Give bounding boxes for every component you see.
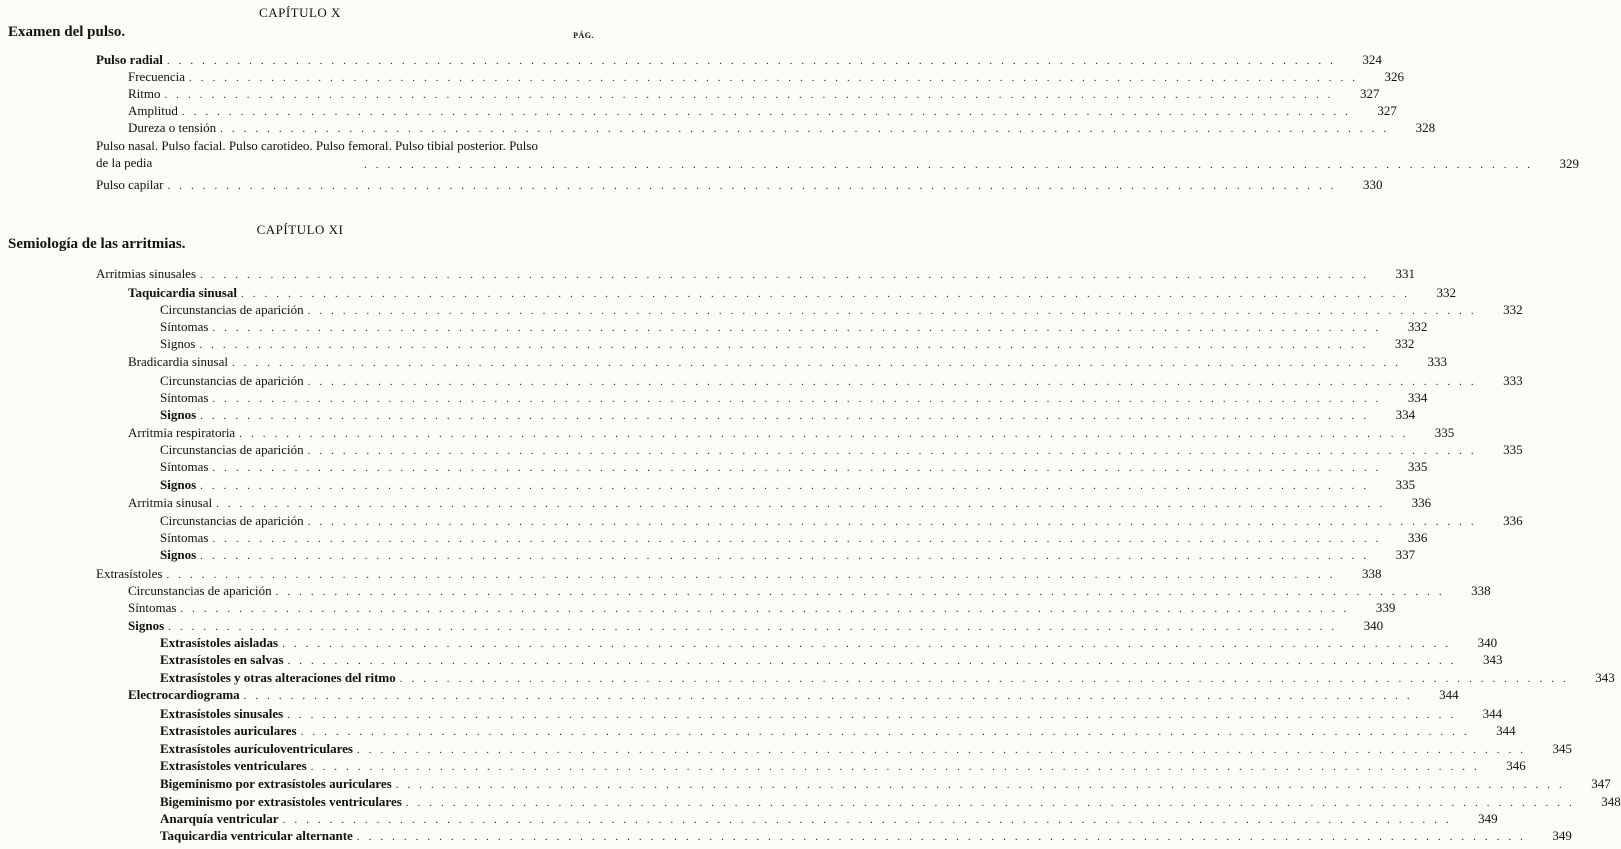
entry-page: 339 <box>1375 600 1396 615</box>
leader-dots: .................................................................................................... <box>282 814 1458 826</box>
leader-dots: .................................................................................................... <box>356 831 1532 843</box>
entry-label: Extrasístoles en salvas <box>160 652 284 667</box>
entry-page: 327 <box>1377 103 1397 118</box>
toc-entry <box>128 119 1436 136</box>
entry-label: Ritmo <box>128 86 161 101</box>
entry-page: 346 <box>1506 758 1526 773</box>
leader-dots: .................................................................................................... <box>356 744 1532 756</box>
toc-entry <box>128 68 1405 85</box>
toc-entry <box>160 389 1428 406</box>
entry-label: Extrasístoles aurículoventriculares <box>160 741 353 756</box>
toc-entry <box>160 512 1523 529</box>
entry-page: 338 <box>1471 583 1491 598</box>
leader-dots: .................................................................................................... <box>200 410 1376 422</box>
toc-entry-continuation <box>360 155 1579 172</box>
toc-entry <box>128 599 1396 616</box>
toc-entry <box>128 582 1491 599</box>
entry-page: 335 <box>1407 459 1428 474</box>
entry-label: Extrasístoles ventriculares <box>160 758 307 773</box>
entry-label: Taquicardia sinusal <box>128 285 237 300</box>
entry-label: Extrasístoles auriculares <box>160 723 297 738</box>
entry-page: 343 <box>1483 652 1503 667</box>
entry-page: 340 <box>1477 635 1498 650</box>
leader-dots: .................................................................................................... <box>307 305 1483 317</box>
toc-entry <box>160 740 1572 757</box>
section-title: Semiología de las arritmias. <box>8 236 186 252</box>
toc-entry <box>160 372 1523 389</box>
toc-entry <box>160 775 1611 792</box>
entry-label: Síntomas <box>128 600 177 615</box>
entry-page: 334 <box>1395 407 1416 422</box>
entry-page: 333 <box>1503 373 1523 388</box>
entry-page: 335 <box>1434 425 1455 440</box>
entry-page: 332 <box>1503 302 1523 317</box>
leader-dots: .................................................................................................... <box>307 445 1483 457</box>
entry-label: Circunstancias de aparición <box>160 513 304 528</box>
toc-entry <box>128 284 1456 301</box>
entry-label: Electrocardiograma <box>128 687 240 702</box>
entry-label: Síntomas <box>160 319 209 334</box>
entry-label: Arritmias sinusales <box>96 266 197 281</box>
entry-page: 337 <box>1395 547 1416 562</box>
entry-page: 327 <box>1360 86 1380 101</box>
leader-dots: .................................................................................................... <box>189 72 1365 84</box>
entry-page: 338 <box>1361 566 1382 581</box>
leader-dots: .................................................................................................... <box>239 428 1415 440</box>
toc-entry <box>160 476 1416 493</box>
toc-entry <box>128 686 1459 703</box>
leader-dots: .................................................................................................... <box>310 761 1486 773</box>
leader-dots: .................................................................................................... <box>199 339 1375 351</box>
entry-label: Circunstancias de aparición <box>160 302 304 317</box>
leader-dots: .................................................................................................... <box>212 322 1388 334</box>
toc-entry <box>160 546 1416 563</box>
toc-entry <box>160 810 1498 827</box>
toc-entry <box>160 669 1615 686</box>
leader-dots: .................................................................................................... <box>307 516 1483 528</box>
toc-entry <box>128 424 1455 441</box>
toc-entry <box>160 318 1428 335</box>
leader-dots: .................................................................................................... <box>164 89 1340 101</box>
leader-dots: .................................................................................................... <box>166 569 1342 581</box>
chapter-heading: CAPÍTULO X <box>259 5 341 20</box>
leader-dots: .................................................................................................... <box>216 498 1392 510</box>
entry-page: 345 <box>1552 741 1572 756</box>
leader-dots: .................................................................................................... <box>240 288 1416 300</box>
entry-label: Circunstancias de aparición <box>128 583 272 598</box>
toc-entry <box>160 827 1572 844</box>
leader-dots: .................................................................................................... <box>232 357 1407 369</box>
entry-label: Amplitud <box>128 103 178 118</box>
entry-page: 334 <box>1407 390 1428 405</box>
leader-dots: .................................................................................................... <box>287 655 1463 667</box>
entry-label: Bigeminismo por extrasístoles auriculares <box>160 776 392 791</box>
leader-dots: .................................................................................................... <box>405 797 1581 809</box>
entry-page: 349 <box>1552 828 1572 843</box>
entry-label: Signos <box>160 477 197 492</box>
entry-label: Arritmia sinusal <box>128 495 213 510</box>
entry-page: 332 <box>1394 336 1415 351</box>
leader-dots: .................................................................................................... <box>212 533 1388 545</box>
entry-page: 340 <box>1363 618 1384 633</box>
toc-entry <box>128 617 1384 634</box>
entry-page: 344 <box>1439 687 1459 702</box>
entry-page: 344 <box>1482 706 1503 721</box>
entry-label: Arritmia respiratoria <box>128 425 236 440</box>
toc-entry <box>160 301 1523 318</box>
entry-page: 347 <box>1591 776 1611 791</box>
leader-dots: .................................................................................................... <box>399 673 1575 685</box>
entry-page: 349 <box>1478 811 1498 826</box>
toc-entry <box>160 722 1516 739</box>
toc-entry <box>160 458 1428 475</box>
toc-entry <box>128 353 1447 370</box>
entry-page: 332 <box>1407 319 1428 334</box>
leader-dots: .................................................................................................... <box>243 690 1419 702</box>
leader-dots: .................................................................................................... <box>282 638 1458 650</box>
chapter-heading: CAPÍTULO XI <box>256 222 344 237</box>
entry-label: Signos <box>160 336 196 351</box>
toc-entry <box>160 335 1415 352</box>
toc-entry <box>128 494 1432 511</box>
entry-label: Extrasístoles <box>96 566 163 581</box>
toc-entry <box>128 85 1380 102</box>
leader-dots: .................................................................................................... <box>287 709 1463 721</box>
leader-dots: .................................................................................................... <box>200 480 1376 492</box>
entry-label: Signos <box>160 547 197 562</box>
toc-entry <box>160 529 1428 546</box>
entry-label: Síntomas <box>160 530 209 545</box>
entry-label: Síntomas <box>160 390 209 405</box>
entry-page: 332 <box>1436 285 1456 300</box>
entry-label: Pulso radial <box>96 52 163 67</box>
leader-dots: .................................................................................................... <box>307 376 1483 388</box>
entry-page: 329 <box>1559 156 1579 171</box>
leader-dots: .................................................................................................... <box>200 269 1376 281</box>
entry-page: 328 <box>1415 120 1436 135</box>
entry-page: 344 <box>1496 723 1516 738</box>
leader-dots: .................................................................................................... <box>168 621 1344 633</box>
entry-label: Frecuencia <box>128 69 186 84</box>
toc-entry <box>160 634 1498 651</box>
toc-entry <box>160 651 1503 668</box>
leader-dots: .................................................................................................... <box>181 106 1357 118</box>
leader-dots: .................................................................................................... <box>220 123 1396 135</box>
leader-dots: .................................................................................................... <box>300 726 1476 738</box>
leader-dots: .................................................................................................... <box>200 550 1376 562</box>
entry-label: Bradicardia sinusal <box>128 354 228 369</box>
toc-entry <box>160 793 1621 810</box>
entry-label: Extrasístoles aisladas <box>160 635 279 650</box>
leader-dots: .................................................................................................... <box>166 55 1342 67</box>
entry-page: 335 <box>1395 477 1416 492</box>
leader-dots: .................................................................................................... <box>275 586 1451 598</box>
entry-page: 330 <box>1363 177 1383 192</box>
entry-label: Circunstancias de aparición <box>160 373 304 388</box>
leader-dots: .................................................................................................... <box>167 180 1343 192</box>
leader-dots: .................................................................................................... <box>395 779 1571 791</box>
toc-entry <box>96 51 1382 68</box>
entry-page: 333 <box>1427 354 1447 369</box>
leader-dots: .................................................................................................... <box>212 462 1388 474</box>
toc-entry <box>160 705 1503 722</box>
toc-entry <box>128 102 1397 119</box>
entry-page: 336 <box>1503 513 1523 528</box>
leader-dots: .................................................................................................... <box>364 159 1539 171</box>
entry-page: 335 <box>1503 442 1523 457</box>
entry-label: Anarquía ventricular <box>160 811 279 826</box>
toc-entry <box>96 176 1383 193</box>
entry-page: 331 <box>1395 266 1416 281</box>
entry-label: Pulso nasal. Pulso facial. Pulso carotideo. Pulso femoral. Pulso tibial posterior. Pulso de la pedia <box>96 138 538 170</box>
entry-label: Bigeminismo por extrasístoles ventriculares <box>160 794 402 809</box>
toc-entry <box>160 441 1523 458</box>
entry-page: 348 <box>1601 794 1621 809</box>
entry-label: Taquicardia ventricular alternante <box>160 828 353 843</box>
entry-page: 324 <box>1362 52 1382 67</box>
entry-page: 336 <box>1407 530 1428 545</box>
entry-label: Signos <box>128 618 165 633</box>
entry-label: Extrasístoles sinusales <box>160 706 284 721</box>
entry-page: 343 <box>1595 670 1615 685</box>
page-column-header: PÁG. <box>573 31 594 40</box>
entry-label: Signos <box>160 407 197 422</box>
entry-label: Extrasístoles y otras alteraciones del ritmo <box>160 670 396 685</box>
toc-entry <box>160 757 1526 774</box>
toc-entry <box>160 406 1416 423</box>
entry-label: Circunstancias de aparición <box>160 442 304 457</box>
entry-label: Síntomas <box>160 459 209 474</box>
leader-dots: .................................................................................................... <box>212 393 1388 405</box>
entry-label: Dureza o tensión <box>128 120 217 135</box>
toc-entry <box>96 565 1382 582</box>
entry-page: 326 <box>1384 69 1405 84</box>
entry-page: 336 <box>1411 495 1432 510</box>
entry-label: Pulso capilar <box>96 177 164 192</box>
toc-entry <box>96 265 1416 282</box>
section-title: Examen del pulso. <box>8 24 126 40</box>
leader-dots: .................................................................................................... <box>180 603 1356 615</box>
